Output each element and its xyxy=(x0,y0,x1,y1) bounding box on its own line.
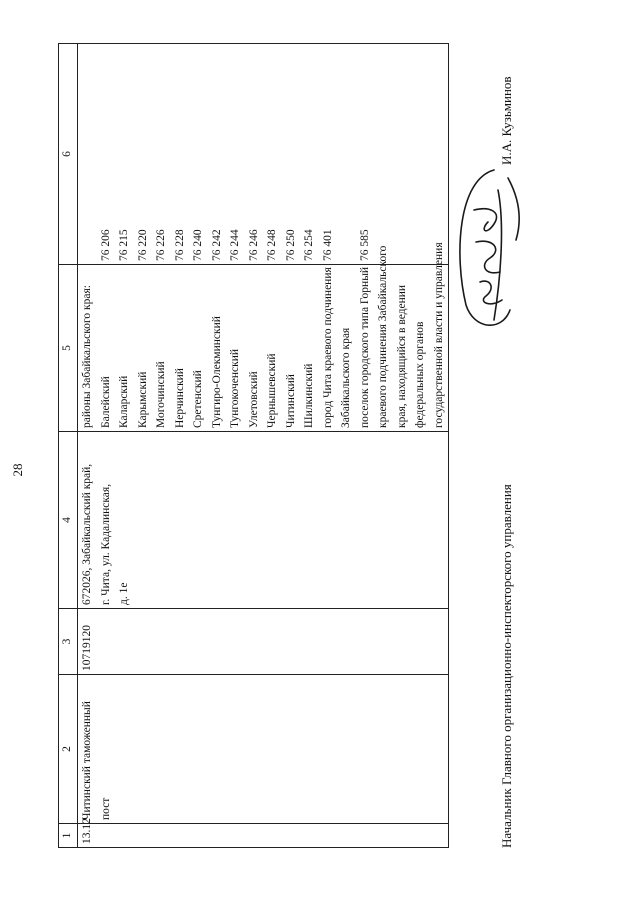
territory-line: Улетовский xyxy=(247,371,260,428)
address-line: г. Чита, ул. Кадалинская, xyxy=(99,483,112,605)
col-header-6: 6 xyxy=(59,44,78,265)
address-line: д. 1е xyxy=(118,582,130,605)
okato-line: 76 240 xyxy=(192,229,204,261)
okato-line: 76 248 xyxy=(266,229,278,261)
okato-line: 76 206 xyxy=(99,229,112,261)
territory-line: Тунгиро-Олекминский xyxy=(210,316,223,428)
okato-line: 76 228 xyxy=(173,229,186,261)
territory-line: Тунгокоченский xyxy=(229,348,241,428)
okato-line: 76 242 xyxy=(210,229,223,261)
territory-line: Чернышевский xyxy=(266,353,278,428)
okato-line xyxy=(337,47,356,261)
cell-code: 10719120 xyxy=(78,609,449,675)
territory-line: Шилкинский xyxy=(303,363,315,428)
territory-line: края, находящийся в ведении xyxy=(395,284,408,428)
col-header-4: 4 xyxy=(59,432,78,609)
signature-image xyxy=(450,160,530,340)
okato-line: 76 250 xyxy=(284,229,297,261)
col-header-3: 3 xyxy=(59,609,78,675)
post-name-line: Читинский таможенный xyxy=(81,701,93,820)
col-header-2: 2 xyxy=(59,675,78,824)
okato-line: 76 246 xyxy=(247,229,260,261)
signatory-position: Начальник Главного организационно-инспекторского управления xyxy=(499,484,514,848)
territory-line: краевого подчинения Забайкальского xyxy=(377,245,389,428)
territory-line: Читинский xyxy=(284,374,297,428)
okato-line: 76 254 xyxy=(303,229,315,261)
post-name-line: пост xyxy=(99,797,112,820)
cell-number: 13.12 xyxy=(78,824,449,848)
territory-line: Забайкальского края xyxy=(340,327,352,428)
col-header-5: 5 xyxy=(59,265,78,432)
territory-line: районы Забайкальского края: xyxy=(81,285,93,428)
cell-address xyxy=(78,432,449,609)
territory-line: поселок городского типа Горный xyxy=(358,266,371,428)
territory-line: Балейский xyxy=(99,376,112,428)
territory-line: федеральных органов xyxy=(414,321,426,428)
territory-line: Сретенский xyxy=(192,370,204,428)
okato-line xyxy=(78,47,97,261)
territory-line: город Чита краевого подчинения xyxy=(321,267,334,428)
okato-line: 76 244 xyxy=(229,229,241,261)
territory-line: Каларский xyxy=(118,375,130,428)
customs-post-table xyxy=(58,43,449,848)
okato-line: 76 226 xyxy=(155,229,167,261)
territory-line: Карымский xyxy=(136,371,149,428)
rotated-table-container xyxy=(58,43,445,848)
territory-line: Нерчинский xyxy=(173,368,186,428)
signatory-name: И.А. Кузьминов xyxy=(499,76,514,165)
address-line: 672026, Забайкальский край, xyxy=(81,463,93,605)
okato-line: 76 585 xyxy=(358,229,371,261)
territory-line: государственной власти и управления xyxy=(432,242,445,428)
okato-line: 76 220 xyxy=(136,229,149,261)
okato-line: 76 215 xyxy=(118,229,130,261)
col-header-1: 1 xyxy=(59,824,78,848)
page-number: 28 xyxy=(10,463,25,477)
cell-okato xyxy=(78,44,449,265)
territory-line: Могочинский xyxy=(155,361,167,428)
header-row xyxy=(59,44,78,848)
cell-post-name xyxy=(78,675,449,824)
table-row xyxy=(78,44,449,848)
okato-line: 76 401 xyxy=(321,229,334,261)
